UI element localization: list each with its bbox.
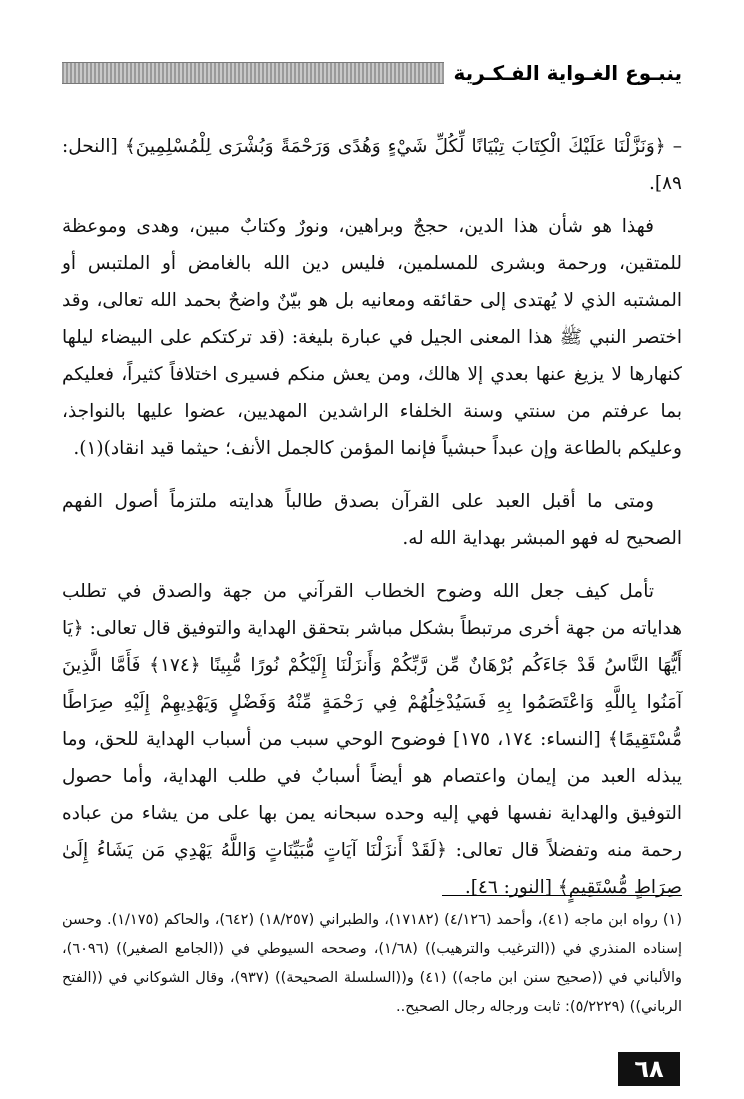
running-header-title: ينبـوع الغـواية الفـكـرية [453, 61, 682, 85]
paragraph-2 [62, 483, 682, 557]
footnote-text: (١) رواه ابن ماجه (٤١)، وأحمد (٤/١٢٦) (١٧١٨٢)، والطبراني (١٨/٢٥٧) (٦٤٢)، والحاكم (١/١٧٥). وحسن إسناده المنذري في ((الترغيب والترهيب)) (١/٦٨)، وصححه السيوطي في ((الجامع الصغير)) (٦٠٩٦)، والألباني في ((صحيح سنن ابن ماجه)) (٤١) و((السلسلة الصحيحة)) (٩٣٧)، وقال الشوكاني في ((الفتح الرباني)) (٥/٢٢٢٩): ثابت ورجاله رجال الصحيح.. [62, 912, 682, 1015]
paragraph-2-text: ومتى ما أقبل العبد على القرآن بصدق طالباً هدايته ملتزماً أصول الفهم الصحيح له فهو المبشر بهداية الله له. [62, 491, 682, 549]
footnote [62, 906, 682, 1022]
paragraph-3 [62, 573, 682, 906]
footnote-divider [442, 895, 682, 896]
page-number: ٦٨ [618, 1052, 680, 1086]
verse-paragraph: – ﴿وَنَزَّلْنَا عَلَيْكَ الْكِتَابَ تِبْيَانًا لِّكُلِّ شَيْءٍ وَهُدًى وَرَحْمَةً وَبُشْرَى لِلْمُسْلِمِينَ﴾ [النحل: ٨٩]. [62, 136, 682, 194]
header-decorative-bar [62, 62, 444, 84]
paragraph-1 [62, 208, 682, 467]
main-text [62, 128, 682, 922]
paragraph-1-text: فهذا هو شأن هذا الدين، حججٌ وبراهين، ونورٌ وكتابٌ مبين، وهدى وموعظة للمتقين، ورحمة وبشرى للمسلمين، فليس دين الله بالغامض أو الملتبس أو المشتبه الذي لا يُهتدى إلى حقائقه ومعانيه بل هو بيّنٌ واضحٌ بحمد الله تعالى، وقد اختصر النبي ﷺ هذا المعنى الجيل في عبارة بليغة: (قد تركتكم على البيضاء ليلها كنهارها لا يزيغ عنها بعدي إلا هالك، ومن يعش منكم فسيرى اختلافاً كثيراً، فعليكم بما عرفتم من سنتي وسنة الخلفاء الراشدين المهديين، عضوا عليها بالنواجذ، وعليكم بالطاعة وإن عبداً حبشياً فإنما المؤمن كالجمل الأنف؛ حيثما قيد انقاد)(١). [62, 216, 682, 459]
paragraph-3-text: تأمل كيف جعل الله وضوح الخطاب القرآني من جهة والصدق في تطلب هداياته من جهة أخرى مرتبطاً بشكل مباشر بتحقق الهداية والتوفيق قال تعالى: ﴿يَا أَيُّهَا النَّاسُ قَدْ جَاءَكُم بُرْهَانٌ مِّن رَّبِّكُمْ وَأَنزَلْنَا إِلَيْكُمْ نُورًا مُّبِينًا ﴿١٧٤﴾ فَأَمَّا الَّذِينَ آمَنُوا بِاللَّهِ وَاعْتَصَمُوا بِهِ فَسَيُدْخِلُهُمْ فِي رَحْمَةٍ مِّنْهُ وَفَضْلٍ وَيَهْدِيهِمْ إِلَيْهِ صِرَاطًا مُّسْتَقِيمًا﴾ [النساء: ١٧٤، ١٧٥] فوضوح الوحي سبب من أسباب الهداية للحق، وما يبذله العبد من إيمان واعتصام هو أيضاً أسبابٌ في طلب الهداية، وأما حصول التوفيق والهداية نفسها فهي إليه وحده سبحانه يمن بها على من يشاء من عباده رحمة منه وتفضلاً قال تعالى: ﴿لَقَدْ أَنزَلْنَا آيَاتٍ مُّبَيِّنَاتٍ وَاللَّهُ يَهْدِي مَن يَشَاءُ إِلَىٰ صِرَاطٍ مُّسْتَقِيمٍ﴾ [النور: ٤٦]. [62, 581, 682, 898]
running-header [62, 58, 682, 88]
